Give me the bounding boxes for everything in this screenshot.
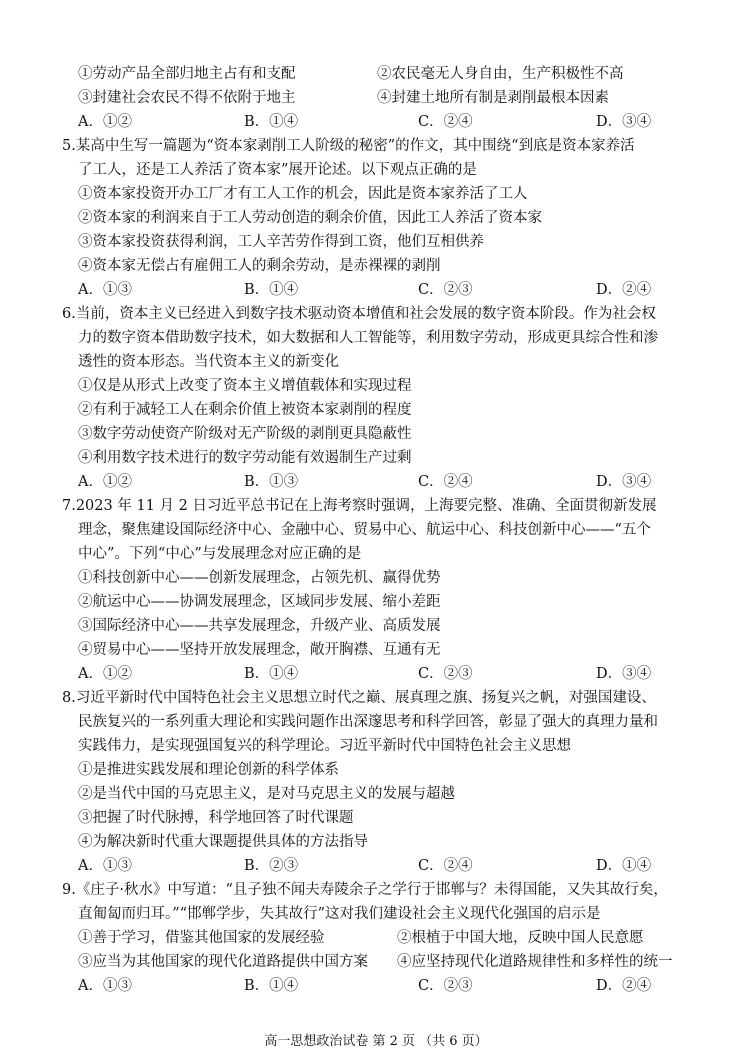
q5-option-b: B．①④ <box>244 282 299 298</box>
q9-item-4: ④应坚持现代化道路规律性和多样性的统一 <box>397 954 673 970</box>
q6-option-a: A．①② <box>78 474 132 490</box>
q6-option-b: B．①③ <box>244 474 299 490</box>
q8-item-1: ①是推进实践发展和理论创新的科学体系 <box>78 762 339 778</box>
q5-option-a: A．①③ <box>78 282 132 298</box>
q8-item-3: ③把握了时代脉搏，科学地回答了时代课题 <box>78 810 354 826</box>
q5-item-4: ④资本家无偿占有雇佣工人的剩余劳动，是赤裸裸的剥削 <box>78 258 441 274</box>
q8-option-b: B．②③ <box>244 858 299 874</box>
q7-option-b: B．①④ <box>244 666 299 682</box>
q4-item-2: ②农民毫无人身自由，生产积极性不高 <box>377 66 624 82</box>
q9-option-c: C．②③ <box>418 978 473 994</box>
q6-item-3: ③数字劳动使资产阶级对无产阶级的剥削更具隐蔽性 <box>78 426 412 442</box>
q8-stem-line-1: 8.习近平新时代中国特色社会主义思想立时代之巅、展真理之旗、扬复兴之帆，对强国建设、 <box>62 690 656 706</box>
q7-item-4: ④贸易中心——坚持开放发展理念，敞开胸襟、互通有无 <box>78 642 441 658</box>
q7-stem-line-2: 理念，聚焦建设国际经济中心、金融中心、贸易中心、航运中心、科技创新中心——“五个 <box>78 522 651 538</box>
q5-item-1: ①资本家投资开办工厂才有工人工作的机会，因此是资本家养活了工人 <box>78 186 528 202</box>
q5-option-c: C．②③ <box>418 282 473 298</box>
q6-stem-line-3: 透性的资本形态。当代资本主义的新变化 <box>78 354 339 370</box>
page-footer: 高一思想政治试卷 第 2 页 （共 6 页） <box>264 1034 488 1049</box>
q4-option-b: B．①④ <box>244 114 299 130</box>
q8-item-4: ④为解决新时代重大课题提供具体的方法指导 <box>78 834 368 850</box>
q9-option-b: B．①④ <box>244 978 299 994</box>
q7-item-2: ②航运中心——协调发展理念，区域同步发展、缩小差距 <box>78 594 441 610</box>
q9-item-1: ①善于学习，借鉴其他国家的发展经验 <box>78 930 325 946</box>
q5-option-d: D．②④ <box>596 282 652 298</box>
q8-option-c: C．②④ <box>418 858 473 874</box>
q6-option-d: D．③④ <box>596 474 652 490</box>
q4-option-c: C．②④ <box>418 114 473 130</box>
q6-item-2: ②有利于减轻工人在剩余价值上被资本家剥削的程度 <box>78 402 412 418</box>
q9-stem-line-1: 9.《庄子·秋水》中写道：“且子独不闻夫寿陵余子之学行于邯郸与？未得国能，又失其故行矣， <box>62 882 668 898</box>
q4-item-1: ①劳动产品全部归地主占有和支配 <box>78 66 296 82</box>
q5-stem-line-1: 5.某高中生写一篇题为“资本家剥削工人阶级的秘密”的作文，其中围绕“到底是资本家养活 <box>62 138 635 154</box>
q4-item-4: ④封建土地所有制是剥削最根本因素 <box>377 90 609 106</box>
q7-stem-line-3: 中心”。下列“中心”与发展理念对应正确的是 <box>78 546 362 562</box>
q7-item-3: ③国际经济中心——共享发展理念，升级产业、高质发展 <box>78 618 441 634</box>
q6-item-1: ①仅是从形式上改变了资本主义增值载体和实现过程 <box>78 378 412 394</box>
q9-item-3: ③应当为其他国家的现代化道路提供中国方案 <box>78 954 368 970</box>
q7-option-c: C．②③ <box>418 666 473 682</box>
q4-option-d: D．③④ <box>596 114 652 130</box>
q5-item-3: ③资本家投资获得利润，工人辛苦劳作得到工资，他们互相供养 <box>78 234 484 250</box>
q6-stem-line-2: 力的数字资本借助数字技术，如大数据和人工智能等，利用数字劳动，形成更具综合性和渗 <box>78 330 658 346</box>
q4-option-a: A．①② <box>78 114 132 130</box>
q5-stem-line-2: 了工人，还是工人养活了资本家”展开论述。以下观点正确的是 <box>78 162 477 178</box>
q6-stem-line-1: 6.当前，资本主义已经进入到数字技术驱动资本增值和社会发展的数字资本阶段。作为社会权 <box>62 306 656 322</box>
q4-item-3: ③封建社会农民不得不依附于地主 <box>78 90 296 106</box>
q9-option-a: A．①③ <box>78 978 132 994</box>
q7-option-a: A．①② <box>78 666 132 682</box>
q9-option-d: D．②④ <box>596 978 652 994</box>
q6-item-4: ④利用数字技术进行的数字劳动能有效遏制生产过剩 <box>78 450 412 466</box>
q8-option-d: D．①④ <box>596 858 652 874</box>
q8-item-2: ②是当代中国的马克思主义，是对马克思主义的发展与超越 <box>78 786 455 802</box>
q8-stem-line-2: 民族复兴的一系列重大理论和实践问题作出深邃思考和科学回答，彰显了强大的真理力量和 <box>78 714 658 730</box>
q6-option-c: C．②④ <box>418 474 473 490</box>
q8-option-a: A．①③ <box>78 858 132 874</box>
q8-stem-line-3: 实践伟力，是实现强国复兴的科学理论。习近平新时代中国特色社会主义思想 <box>78 738 571 754</box>
q9-item-2: ②根植于中国大地，反映中国人民意愿 <box>397 930 644 946</box>
q9-stem-line-2: 直匍匐而归耳。”“邯郸学步，失其故行”这对我们建设社会主义现代化强国的启示是 <box>78 906 601 922</box>
q7-stem-line-1: 7.2023 年 11 月 2 日习近平总书记在上海考察时强调，上海要完整、准确、全面贯彻新发展 <box>62 498 657 514</box>
q7-option-d: D．③④ <box>596 666 652 682</box>
q5-item-2: ②资本家的利润来自于工人劳动创造的剩余价值，因此工人养活了资本家 <box>78 210 542 226</box>
q7-item-1: ①科技创新中心——创新发展理念，占领先机、赢得优势 <box>78 570 441 586</box>
